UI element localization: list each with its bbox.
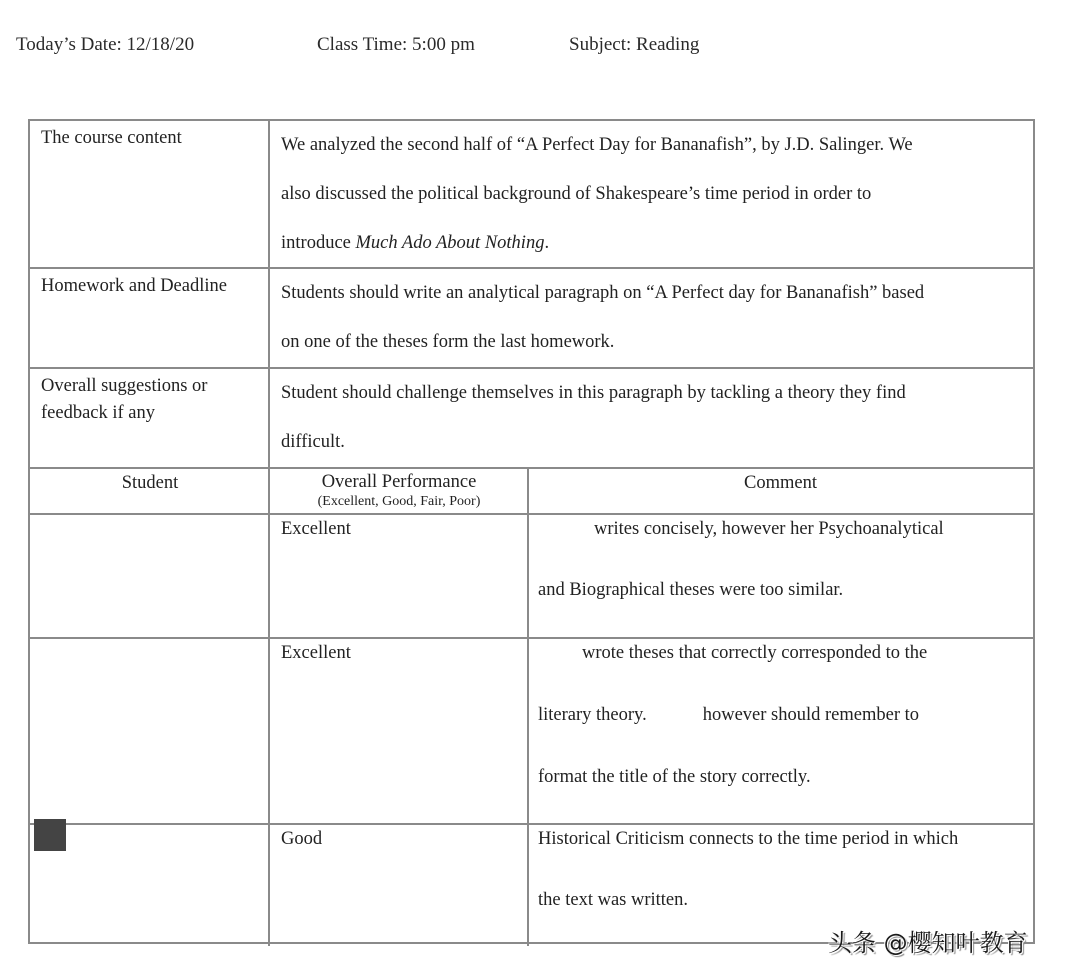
redaction-box <box>34 819 66 851</box>
performance-value: Excellent <box>281 519 351 539</box>
header-performance <box>270 469 528 515</box>
student-table-header <box>30 467 1033 515</box>
text-line: literary theory. however should remember to <box>538 705 920 725</box>
homework-label: Homework and Deadline <box>41 276 227 296</box>
text-line: difficult. <box>281 432 345 452</box>
text-line: Student should challenge themselves in this paragraph by tackling a theory they find <box>281 383 906 403</box>
table-row <box>30 513 1033 639</box>
date-label: Today’s Date: 12/18/20 <box>16 34 195 55</box>
performance-value: Excellent <box>281 643 351 663</box>
header-comment: Comment <box>744 473 817 493</box>
text-line: Students should write an analytical paragraph on “A Perfect day for Bananafish” based <box>281 283 925 303</box>
text-line: on one of the theses form the last homework. <box>281 332 615 352</box>
row-homework <box>30 267 1033 369</box>
class-report-table <box>28 119 1035 944</box>
header-student: Student <box>121 473 179 493</box>
student-name <box>30 515 270 639</box>
text-line: writes concisely, however her Psychoanalytical <box>594 519 944 539</box>
row-course-content <box>30 121 1033 267</box>
suggestions-text <box>270 369 1033 469</box>
comment-text <box>528 515 1033 639</box>
course-content-text <box>270 121 1033 267</box>
suggestions-label: Overall suggestions or feedback if any <box>41 376 208 423</box>
text-line: also discussed the political background of Shakespeare’s time period in order to <box>281 184 872 204</box>
performance-header-label: Overall Performance <box>321 472 477 492</box>
table-row <box>30 637 1033 825</box>
text-line: the text was written. <box>538 890 689 910</box>
student-name <box>30 639 270 825</box>
class-time-label: Class Time: 5:00 pm <box>317 34 475 55</box>
student-name <box>30 825 270 946</box>
text-line: and Biographical theses were too similar. <box>538 580 844 600</box>
text-line: Historical Criticism connects to the time period in which <box>538 829 959 849</box>
row-suggestions <box>30 367 1033 469</box>
text-line: format the title of the story correctly. <box>538 767 811 787</box>
text-line: wrote theses that correctly corresponded to the <box>582 643 928 663</box>
watermark: 头条 @樱知叶教育 <box>828 929 1028 957</box>
performance-value: Good <box>281 829 323 849</box>
comment-text <box>528 639 1033 825</box>
course-content-label: The course content <box>41 128 182 148</box>
homework-text <box>270 269 1033 369</box>
text-line: introduce Much Ado About Nothing. <box>281 233 550 253</box>
performance-scale-label: (Excellent, Good, Fair, Poor) <box>317 494 481 509</box>
text-line: We analyzed the second half of “A Perfect Day for Bananafish”, by J.D. Salinger. We <box>281 135 913 155</box>
subject-label: Subject: Reading <box>569 34 700 55</box>
play-title: Much Ado About Nothing <box>355 233 545 253</box>
